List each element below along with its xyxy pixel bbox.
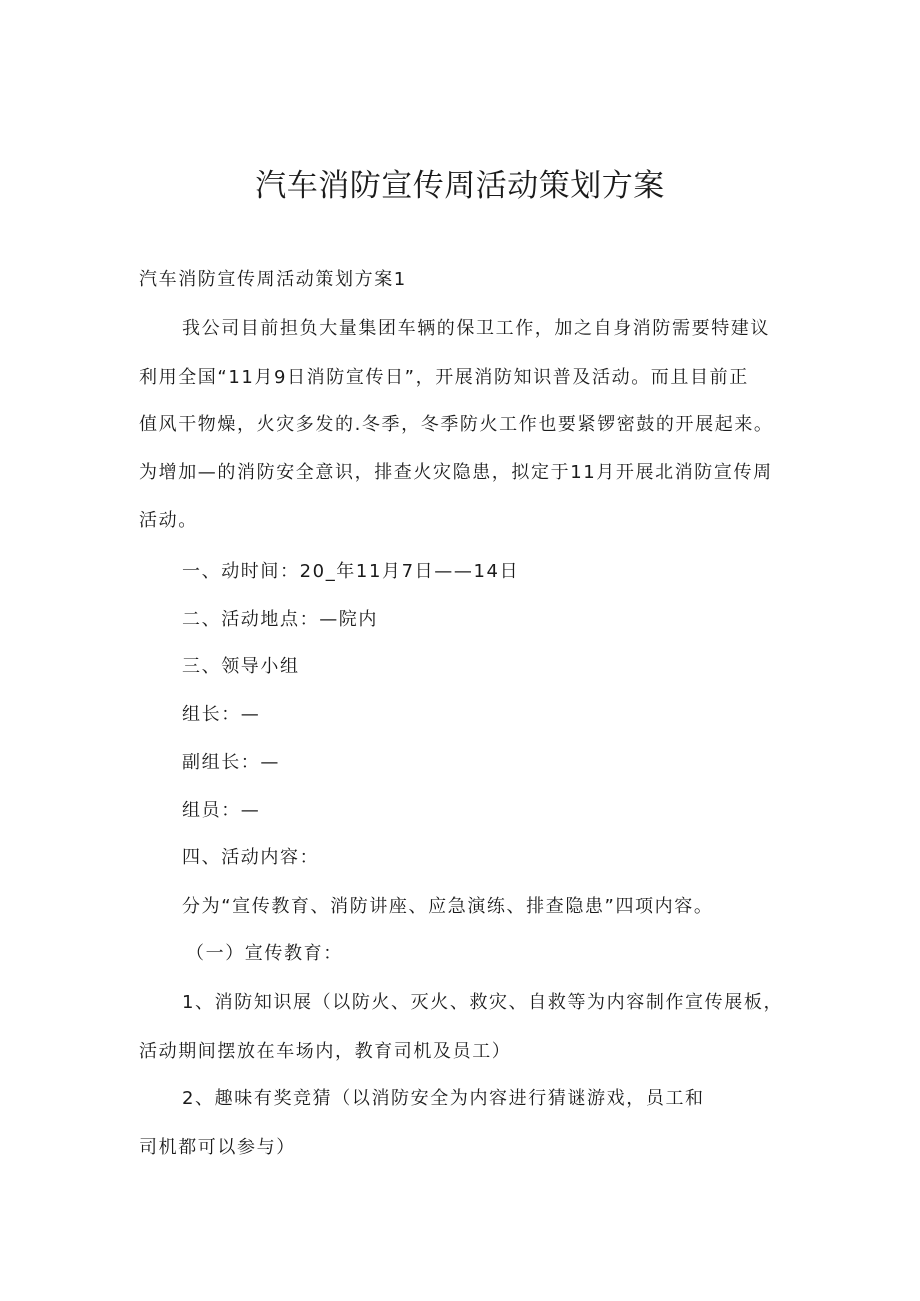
list-item: 三、领导小组 bbox=[182, 656, 300, 677]
paragraph-line: 值风干物燥，火灾多发的.冬季，冬季防火工作也要紧锣密鼓的开展起来。 bbox=[139, 414, 774, 435]
list-item: 一、动时间：20_年11月7日——14日 bbox=[182, 561, 520, 582]
document-title: 汽车消防宣传周活动策划方案 bbox=[255, 168, 665, 204]
section-heading: 汽车消防宣传周活动策划方案1 bbox=[139, 269, 407, 290]
paragraph-line: 分为“宣传教育、消防讲座、应急演练、排查隐患”四项内容。 bbox=[182, 896, 714, 917]
list-item: 1、消防知识展（以防火、灭火、救灾、自救等为内容制作宣传展板， bbox=[182, 992, 784, 1013]
paragraph-line: 活动期间摆放在车场内，教育司机及员工） bbox=[139, 1041, 512, 1062]
list-item: 组长：— bbox=[182, 704, 261, 725]
list-item: 2、趣味有奖竞猜（以消防安全为内容进行猜谜游戏，员工和 bbox=[182, 1088, 705, 1109]
list-item: 四、活动内容： bbox=[182, 847, 320, 868]
list-item: 副组长：— bbox=[182, 752, 280, 773]
paragraph-line: 司机都可以参与） bbox=[139, 1137, 296, 1158]
paragraph-line: 利用全国“11月9日消防宣传日”，开展消防知识普及活动。而且目前正 bbox=[139, 367, 749, 388]
paragraph-line: 为增加—的消防安全意识，排查火灾隐患，拟定于11月开展北消防宣传周 bbox=[139, 462, 773, 483]
paragraph-line: 活动。 bbox=[139, 510, 198, 531]
list-item: 二、活动地点：—院内 bbox=[182, 609, 378, 630]
paragraph-line: 我公司目前担负大量集团车辆的保卫工作，加之自身消防需要特建议 bbox=[182, 318, 770, 339]
list-item: 组员：— bbox=[182, 800, 261, 821]
list-item: （一）宣传教育： bbox=[186, 943, 343, 964]
